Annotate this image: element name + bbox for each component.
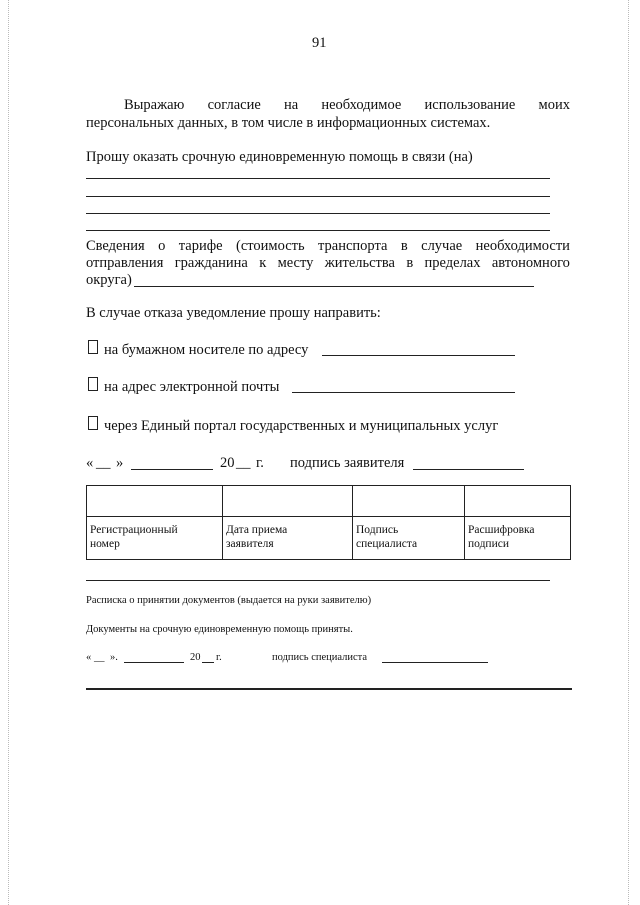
date-month-fill-line[interactable] (131, 469, 213, 470)
receipt-year-suffix: г. (216, 652, 222, 663)
email-fill-line[interactable] (292, 392, 515, 393)
request-fill-line-1[interactable] (86, 178, 550, 179)
tariff-word: о (158, 238, 166, 254)
bottom-rule (86, 688, 572, 690)
table-header-line: Подпись (356, 524, 399, 536)
consent-word: согласие (207, 97, 261, 113)
date-day-blank[interactable]: __ (96, 455, 111, 471)
table-cell-signature-value[interactable] (353, 486, 465, 517)
tariff-word: случае (421, 238, 463, 254)
tariff-word: в (400, 238, 408, 254)
consent-line-1 (124, 96, 570, 114)
registration-table (86, 485, 571, 560)
applicant-signature-label: подпись заявителя (290, 455, 405, 471)
request-label: Прошу оказать срочную единовременную помощь в связи (на) (86, 149, 473, 165)
table-row-headers (87, 517, 571, 560)
email-checkbox[interactable] (88, 377, 98, 391)
tariff-word: отправления (86, 255, 164, 271)
receipt-date-open-quote: « (86, 652, 92, 663)
date-year-blank[interactable]: __ (236, 455, 251, 471)
tariff-word: транспорта (318, 238, 388, 254)
scan-margin-right (628, 0, 630, 905)
consent-word: необходимое (321, 97, 402, 113)
table-cell-date-value[interactable] (223, 486, 353, 517)
request-fill-line-2[interactable] (86, 196, 550, 197)
tariff-word: месту (277, 255, 314, 271)
refusal-label: В случае отказа уведомление прошу направить: (86, 305, 381, 321)
paper-address-fill-line[interactable] (322, 355, 515, 356)
specialist-signature-label: подпись специалиста (272, 652, 368, 663)
receipt-year-prefix: 20 (190, 652, 201, 663)
table-header-line: Дата приема (226, 524, 288, 536)
tariff-word: (стоимость (236, 238, 305, 254)
receipt-accepted-text: Документы на срочную единовременную помощь приняты. (86, 624, 353, 635)
table-cell-transcript-value[interactable] (465, 486, 571, 517)
table-header-line: заявителя (226, 538, 274, 550)
tariff-word: пределах (424, 255, 481, 271)
receipt-month-fill-line[interactable] (124, 662, 184, 663)
table-cell-registration-number-value[interactable] (87, 486, 223, 517)
specialist-signature-fill-line[interactable] (382, 662, 488, 663)
table-header-line: номер (90, 538, 120, 550)
consent-line-2: персональных данных, в том числе в информационных системах. (86, 115, 491, 131)
tariff-word: гражданина (174, 255, 248, 271)
option-portal-label: через Единый портал государственных и муниципальных услуг (104, 418, 499, 434)
receipt-title: Расписка о принятии документов (выдается на руки заявителю) (86, 595, 372, 606)
receipt-date-close-quote: ». (110, 652, 118, 663)
consent-word: Выражаю (124, 97, 185, 113)
table-header-line: Расшифровка (468, 524, 535, 536)
tariff-fill-line[interactable] (134, 286, 534, 287)
paper-address-checkbox[interactable] (88, 340, 98, 354)
tariff-word: тарифе (178, 238, 223, 254)
date-year-prefix: 20 (220, 455, 235, 471)
portal-checkbox[interactable] (88, 416, 98, 430)
tariff-word: необходимости (475, 238, 570, 254)
receipt-date-day-blank[interactable]: __ (94, 652, 105, 663)
consent-word: моих (538, 97, 570, 113)
tariff-word: автономного (491, 255, 570, 271)
table-header-transcript (465, 517, 571, 560)
request-fill-line-4[interactable] (86, 230, 550, 231)
tariff-line-2 (86, 254, 570, 272)
tariff-line-1 (86, 237, 570, 255)
tariff-word: жительства (324, 255, 395, 271)
date-open-quote: « (86, 455, 94, 471)
table-header-date (223, 517, 353, 560)
page-number: 91 (312, 35, 327, 51)
table-row-blank (87, 486, 571, 517)
table-header-line: Регистрационный (90, 524, 178, 536)
table-header-signature (353, 517, 465, 560)
cut-line (86, 580, 550, 581)
scan-margin-left (8, 0, 10, 905)
consent-word: использование (424, 97, 516, 113)
request-fill-line-3[interactable] (86, 213, 550, 214)
tariff-word: к (259, 255, 267, 271)
date-year-suffix: г. (256, 455, 264, 471)
table-header-registration-number (87, 517, 223, 560)
table-header-line: подписи (468, 538, 509, 550)
date-close-quote: » (116, 455, 124, 471)
table-header-line: специалиста (356, 538, 418, 550)
receipt-year-fill-line[interactable] (202, 662, 214, 663)
tariff-word: Сведения (86, 238, 145, 254)
consent-word: на (283, 97, 299, 113)
applicant-signature-fill-line[interactable] (413, 469, 524, 470)
option-email-label: на адрес электронной почты (104, 379, 280, 395)
tariff-word: в (406, 255, 414, 271)
option-paper-label: на бумажном носителе по адресу (104, 342, 309, 358)
tariff-line-3: округа) (86, 272, 132, 288)
